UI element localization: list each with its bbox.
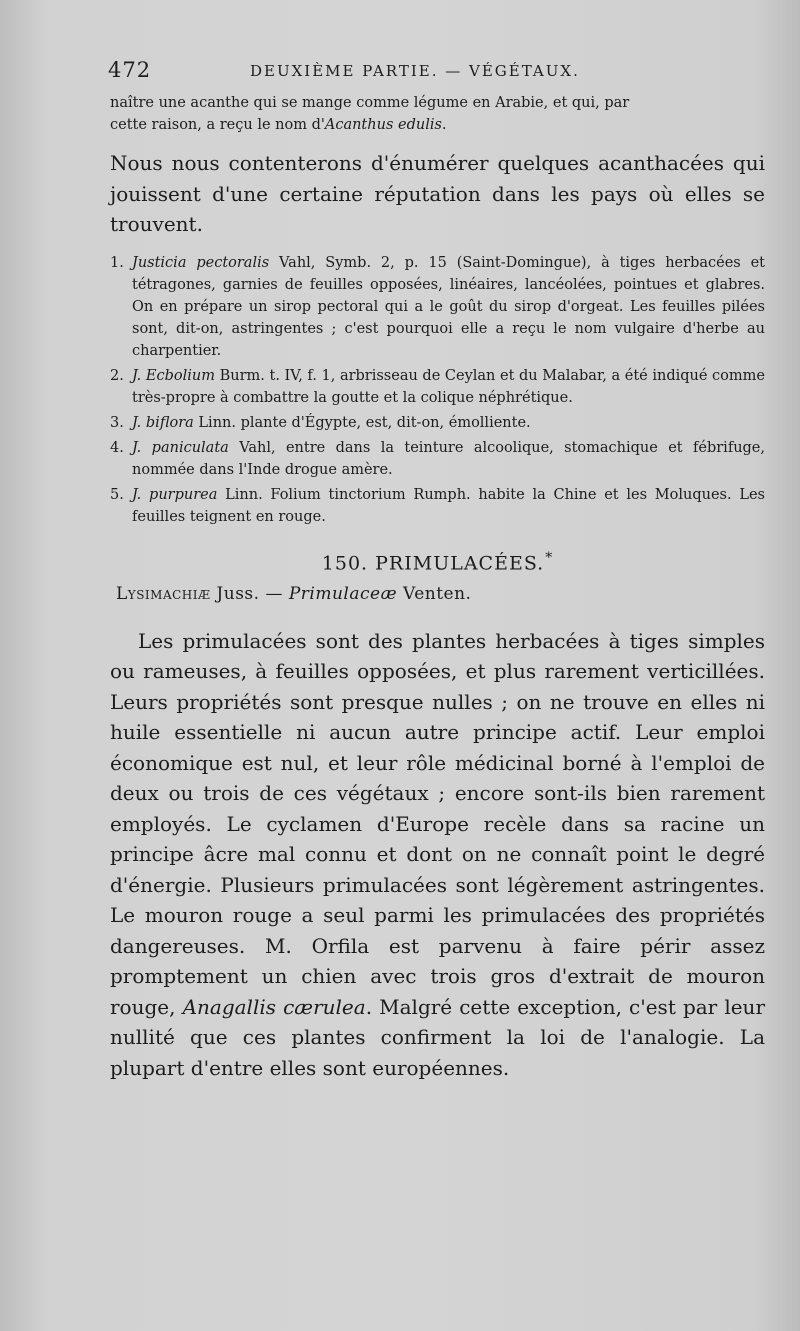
species-name: J. biflora — [132, 414, 194, 431]
continuation-line-2-end: . — [441, 117, 447, 133]
species-name-italic: Acanthus edulis — [324, 117, 442, 133]
body-paragraph — [110, 626, 765, 1084]
species-name-italic: Anagallis cærulea — [182, 994, 366, 1019]
synonym-author: Venten. — [397, 583, 472, 604]
continuation-text — [110, 92, 765, 136]
list-item-number: 4. — [110, 439, 124, 456]
list-item-text: Linn. plante d'Égypte, est, dit-on, émolliente. — [193, 414, 531, 431]
list-item-text: Vahl, Symb. 2, p. 15 (Saint-Domingue), à tiges herbacées et tétragones, garnies de feuilles opposées, linéaires, lancéolées, pointues et glabres. On en prépare un sirop pectoral qui a le goût du sirop d'orgeat. Les feuilles pilées sont, dit-on, astringentes ; c'est pourquoi elle a reçu le nom vulgaire d'herbe au charpentier. — [132, 254, 765, 359]
species-list — [110, 252, 765, 528]
list-item — [110, 437, 765, 481]
continuation-line-1: naître une acanthe qui se mange comme légume en Arabie, et qui, par — [110, 95, 630, 111]
list-item — [110, 412, 765, 434]
body-text-part-2: . Malgré cette exception, c'est par leur nullité que ces plantes confirment la loi de l'analogie. La plupart d'entre elles sont européennes. — [110, 994, 765, 1080]
tribe-synonym: Primulaceæ — [288, 583, 398, 604]
list-item-number: 1. — [110, 254, 124, 271]
species-name: J. Ecbolium — [132, 367, 215, 384]
body-text-part-1: Les primulacées sont des plantes herbacées à tiges simples ou rameuses, à feuilles opposées, et plus rarement verticillées. Leurs propriétés sont presque nulles ; on ne trouve en elles ni huile essentielle ni aucun autre principe actif. Leur emploi économique est nul, et leur rôle médicinal borné à l'emploi de deux ou trois de ces végétaux ; encore sont-ils bien rarement employés. Le cyclamen d'Europe recèle dans sa racine un principe âcre mal connu et dont on ne connaît point le degré d'énergie. Plusieurs primulacées sont légèrement astringentes. Le mouron rouge a seul parmi les primulacées des propriétés dangereuses. M. Orfila est parvenu à faire périr assez promptement un chien avec trois gros d'extrait de mouron rouge, — [110, 628, 765, 1019]
running-head: DEUXIÈME PARTIE. — VÉGÉTAUX. — [250, 62, 580, 80]
list-item-number: 2. — [110, 367, 124, 384]
footnote-marker: * — [545, 549, 554, 566]
list-item-number: 5. — [110, 486, 124, 503]
list-item-text: Vahl, entre dans la teinture alcoolique, stomachique et fébrifuge, nommée dans l'Inde drogue amère. — [132, 439, 766, 478]
list-item-number: 3. — [110, 414, 124, 431]
species-name: J. purpurea — [132, 486, 218, 503]
list-item-text: Linn. Folium tinctorium Rumph. habite la Chine et les Moluques. Les feuilles teignent en rouge. — [132, 486, 765, 525]
section-heading — [110, 550, 765, 574]
list-item — [110, 484, 765, 528]
list-item — [110, 365, 765, 409]
species-name: J. paniculata — [132, 439, 229, 456]
species-name: Justicia pectoralis — [132, 254, 270, 271]
continuation-line-2-start: cette raison, a reçu le nom d' — [110, 117, 325, 133]
section-title: 150. PRIMULACÉES. — [321, 551, 545, 574]
tribe-name: Lysimachiæ — [116, 583, 211, 604]
list-item — [110, 252, 765, 362]
continuation-line-2 — [110, 114, 765, 136]
tribe-line — [116, 584, 765, 604]
page-content — [110, 50, 765, 1083]
tribe-author: Juss. — — [210, 583, 289, 604]
page-number: 472 — [108, 58, 152, 82]
page-header — [110, 50, 765, 90]
intro-paragraph: Nous nous contenterons d'énumérer quelques acanthacées qui jouissent d'une certaine réputation dans les pays où elles se trouvent. — [110, 151, 765, 236]
list-item-text: Burm. t. IV, f. 1, arbrisseau de Ceylan et du Malabar, a été indiqué comme très-propre à combattre la goutte et la colique néphrétique. — [132, 367, 765, 406]
